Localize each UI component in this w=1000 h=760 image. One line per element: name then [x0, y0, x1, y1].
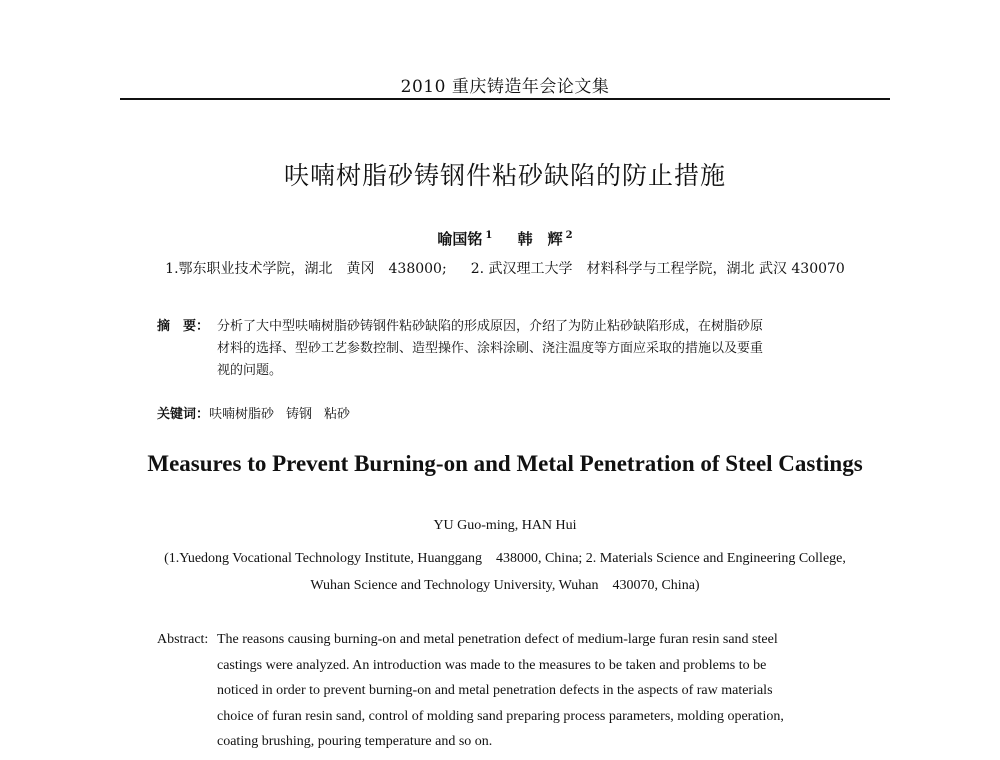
chinese-keywords-label: 关键词： — [157, 407, 210, 422]
english-abstract-line: The reasons causing burning-on and metal penetration defect of medium-large furan resin sand steel — [217, 632, 778, 647]
english-abstract-line: castings were analyzed. An introduction was made to the measures to be taken and problems to be — [217, 657, 767, 673]
chinese-keywords — [157, 403, 362, 422]
english-title: Measures to Prevent Burning-on and Metal Penetration of Steel Castings — [147, 451, 863, 476]
running-header: 2010 重庆铸造年会论文集 — [400, 77, 610, 97]
chinese-affiliation-1: 1.鄂东职业技术学院，湖北 黄冈 438000; — [165, 261, 447, 277]
chinese-author-1 — [437, 230, 492, 248]
chinese-author-2-mark: 2 — [565, 230, 573, 241]
keyword: 粘砂 — [324, 407, 351, 422]
chinese-author-1-mark: 1 — [485, 230, 493, 241]
chinese-affiliation — [110, 258, 900, 278]
chinese-affiliation-2: 2. 武汉理工大学 材料科学与工程学院，湖北 武汉 430070 — [470, 261, 845, 277]
english-affiliation-line: Wuhan Science and Technology University, Wuhan 430070, China) — [310, 578, 700, 593]
chinese-abstract-line: 视的问题。 — [217, 363, 283, 378]
english-abstract — [157, 627, 857, 755]
english-abstract-line: noticed in order to prevent burning-on and metal penetration defects in the aspects of raw materials — [217, 683, 773, 698]
english-abstract-line: coating brushing, pouring temperature and so on. — [217, 734, 493, 749]
english-abstract-label: Abstract: — [157, 632, 209, 647]
header-rule — [120, 98, 890, 100]
chinese-abstract-line: 材料的选择、型砂工艺参数控制、造型操作、涂料涂刷、浇注温度等方面应采取的措施以及要重 — [217, 341, 764, 356]
chinese-title: 呋喃树脂砂铸钢件粘砂缺陷的防止措施 — [283, 161, 726, 190]
english-abstract-line: choice of furan resin sand, control of molding sand preparing process parameters, molding operation, — [217, 708, 784, 724]
chinese-abstract-label: 摘 要： — [157, 319, 210, 334]
chinese-authors — [120, 228, 890, 249]
chinese-author-2 — [518, 230, 573, 248]
english-affiliation — [110, 545, 900, 599]
chinese-author-1-name: 喻国铭 — [437, 230, 483, 248]
english-affiliation-line: (1.Yuedong Vocational Technology Institute, Huanggang 438000, China; 2. Materials Science and Engineering College, — [164, 551, 846, 566]
english-authors: YU Guo-ming, HAN Hui — [433, 518, 577, 533]
chinese-abstract — [157, 316, 857, 382]
chinese-abstract-line: 分析了大中型呋喃树脂砂铸钢件粘砂缺陷的形成原因，介绍了为防止粘砂缺陷形成，在树脂砂原 — [217, 319, 764, 334]
keyword: 铸钢 — [286, 407, 313, 422]
chinese-author-2-name: 韩 辉 — [517, 230, 563, 248]
keyword: 呋喃树脂砂 — [209, 407, 275, 422]
